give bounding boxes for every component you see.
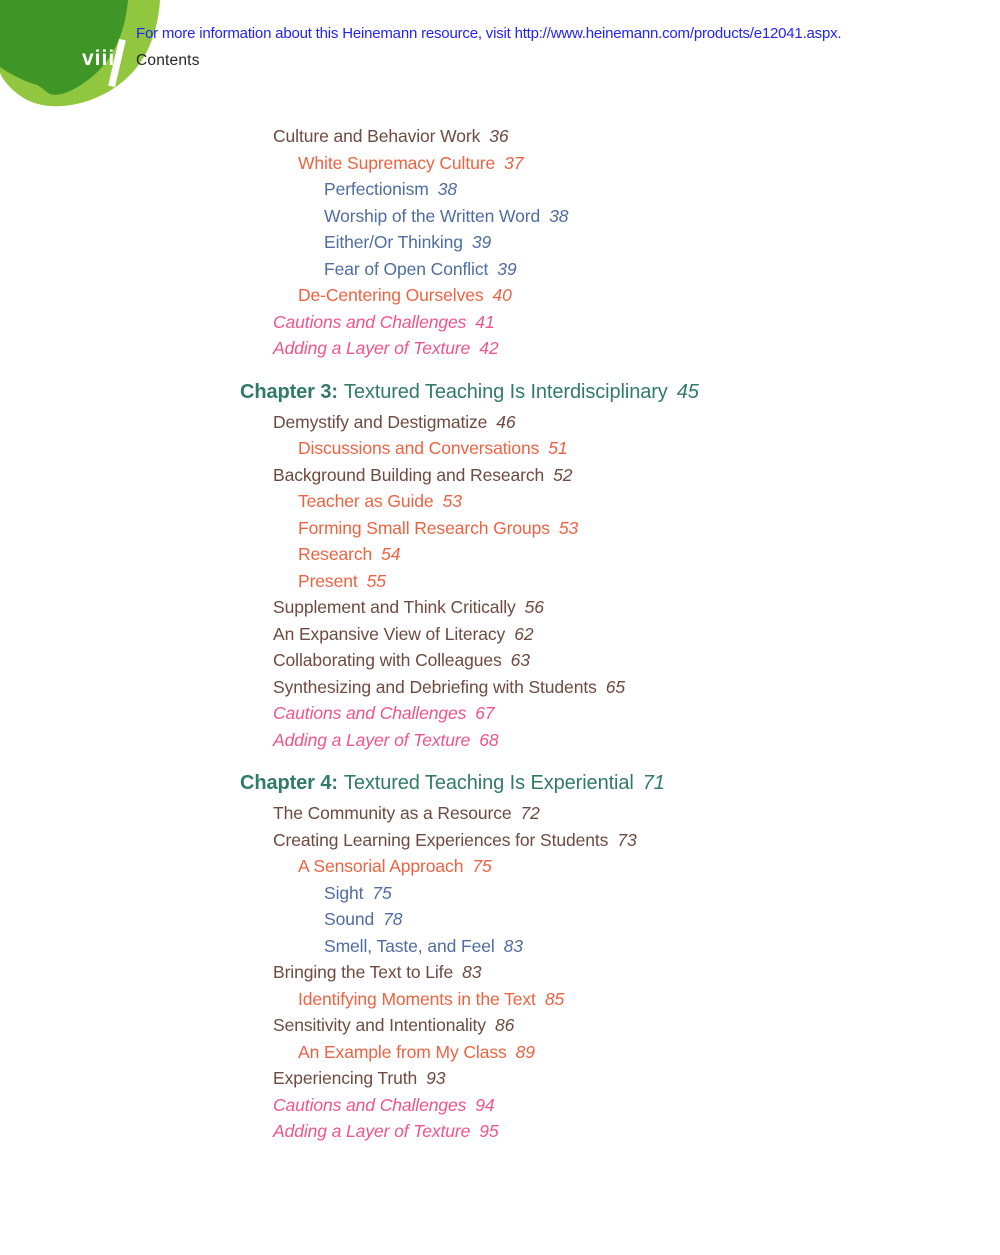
page-number: 37 [504,152,524,173]
toc-entry-label: De-Centering Ourselves [298,285,484,305]
toc-entry-label: The Community as a Resource [273,803,512,823]
toc-entry [240,256,699,283]
toc-entry-label: White Supremacy Culture [298,152,496,173]
toc-entry [240,176,699,203]
toc-entry-label: Cautions and Challenges [273,703,467,723]
chapter-title: Textured Teaching Is Experiential [343,772,634,794]
toc-entry [240,335,699,362]
page-number: 67 [475,703,495,723]
toc-entry-label: Fear of Open Conflict [324,258,489,279]
toc-entry [240,959,699,986]
toc-entry-label: Research [298,544,373,564]
page-number: 89 [515,1041,535,1062]
page-number: 83 [462,962,482,982]
page-number: 78 [383,909,403,929]
toc-entry-label: Adding a Layer of Texture [273,729,471,750]
chapter-heading [240,753,699,800]
page-number: 65 [605,676,626,697]
toc-entry-label: Background Building and Research [273,464,545,485]
page-number: 55 [366,570,386,591]
page-number: 36 [489,126,509,146]
toc-entry [240,150,699,177]
chapter-number-label: Chapter 3: [240,380,338,403]
page-number: 75 [372,882,392,903]
toc-entry-label: Synthesizing and Debriefing with Students [273,676,597,697]
page-number: 56 [524,597,544,617]
toc-entry-label: Smell, Taste, and Feel [324,935,495,956]
page-number: 40 [492,285,512,305]
toc-entry-label: Creating Learning Experiences for Students [273,829,609,850]
toc-entry-label: An Expansive View of Literacy [273,623,506,644]
chapter-heading [240,362,699,409]
page-number: 85 [544,988,565,1009]
page-number: 86 [494,1015,515,1035]
running-head-contents: Contents [136,52,200,69]
page-number: 42 [479,338,499,358]
page-number: 63 [510,650,530,670]
page-number: 53 [442,491,462,511]
toc-entry [240,229,699,256]
toc-entry [240,409,699,436]
toc-entry [240,933,699,960]
page-number: 41 [475,311,495,332]
toc-entry-label: Cautions and Challenges [273,1094,467,1115]
toc-entry [240,1092,699,1119]
toc-entry [240,621,699,648]
toc-entry-label: Culture and Behavior Work [273,126,481,146]
toc-entry [240,282,699,309]
page-number: 71 [642,772,665,794]
toc-entry-label: Collaborating with Colleagues [273,650,502,670]
toc-entry [240,727,699,754]
toc-entry [240,515,699,542]
page-number: 45 [676,380,699,403]
toc-entry-label: Sight [324,882,364,903]
page-number: 38 [549,205,569,226]
toc-entry [240,986,699,1013]
toc-entry [240,462,699,489]
page-number: 38 [437,179,457,199]
page-number: 94 [475,1094,495,1115]
toc-entry-label: Experiencing Truth [273,1068,418,1088]
toc-entry [240,853,699,880]
toc-entry-label: Identifying Moments in the Text [298,988,536,1009]
chapter-number-label: Chapter 4: [240,772,338,794]
toc-entry-label: Adding a Layer of Texture [273,1121,471,1141]
toc-entry [240,800,699,827]
toc-entry-label: Teacher as Guide [298,491,434,511]
toc-entry-label: Present [298,570,358,591]
toc-entry [240,541,699,568]
toc-entry [240,594,699,621]
toc-entry-label: Demystify and Destigmatize [273,411,488,432]
toc-entry [240,1118,699,1145]
toc-entry-label: Bringing the Text to Life [273,962,454,982]
page-number: 39 [497,258,517,279]
toc-entry [240,488,699,515]
chapter-title: Textured Teaching Is Interdisciplinary [343,380,668,403]
toc-entry-label: Sensitivity and Intentionality [273,1015,486,1035]
toc-entry-label: Discussions and Conversations [298,438,540,458]
page-number: 73 [617,829,637,850]
page-number: 68 [479,729,499,750]
toc-entry-label: An Example from My Class [298,1041,507,1062]
page-number: 46 [496,411,516,432]
toc-entry [240,435,699,462]
toc-entry-label: Cautions and Challenges [273,311,467,332]
page-number: 54 [381,544,401,564]
page-number: 51 [548,438,568,458]
toc-entry [240,309,699,336]
toc-entry [240,880,699,907]
page-number: 93 [426,1068,446,1088]
page-number: 72 [520,803,540,823]
table-of-contents [240,123,699,1145]
page-number: 62 [514,623,534,644]
heinemann-resource-link[interactable]: For more information about this Heinemann resource, visit http://www.heinemann.com/products/e12041.aspx. [136,25,842,42]
toc-entry-label: Worship of the Written Word [324,205,541,226]
toc-entry [240,647,699,674]
toc-entry [240,827,699,854]
page-number: 95 [479,1121,499,1141]
page-number: 83 [503,935,523,956]
toc-entry [240,1012,699,1039]
toc-entry-label: Either/Or Thinking [324,232,463,252]
toc-entry [240,1065,699,1092]
toc-entry-label: Adding a Layer of Texture [273,338,471,358]
toc-entry [240,700,699,727]
toc-entry [240,674,699,701]
toc-entry-label: Forming Small Research Groups [298,517,550,538]
toc-entry [240,568,699,595]
page-number: 52 [553,464,573,485]
toc-entry [240,123,699,150]
toc-entry-label: A Sensorial Approach [298,856,464,876]
page-number: 75 [472,856,492,876]
folio-page-number: viii [82,47,116,70]
toc-entry-label: Sound [324,909,375,929]
toc-entry-label: Perfectionism [324,179,429,199]
toc-entry [240,1039,699,1066]
toc-entry [240,203,699,230]
page-number: 53 [558,517,579,538]
toc-entry-label: Supplement and Think Critically [273,597,516,617]
page-number: 39 [471,232,492,252]
toc-entry [240,906,699,933]
